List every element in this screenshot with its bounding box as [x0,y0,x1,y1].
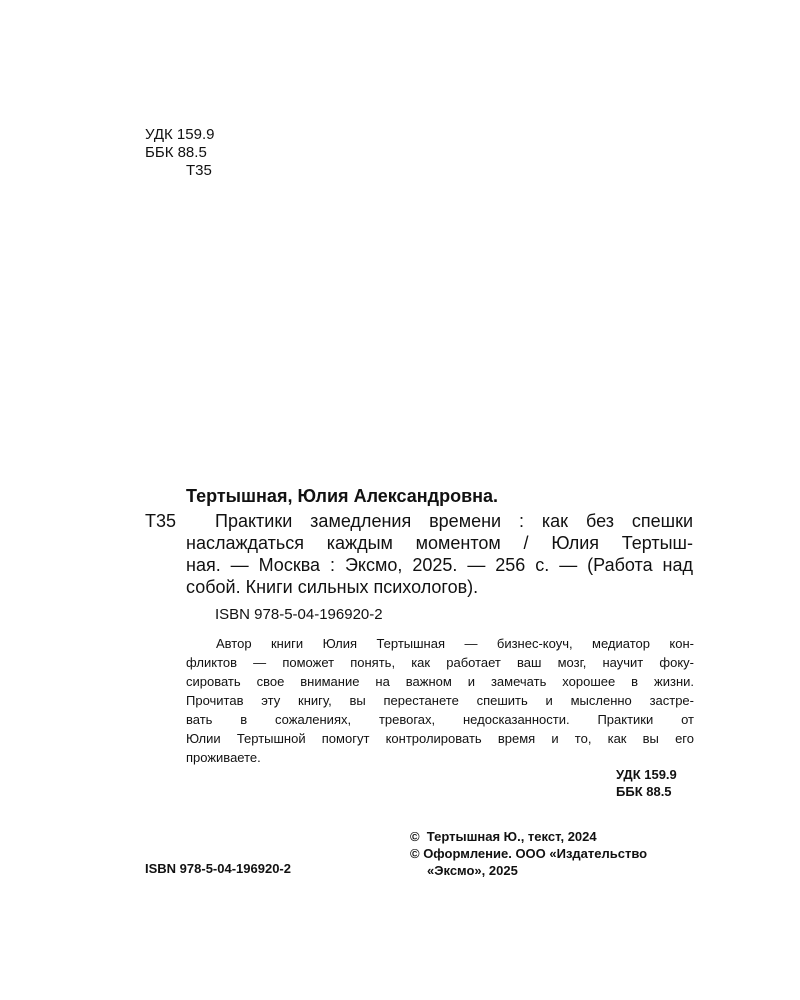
description-line: наслаждаться каждым моментом / Юлия Тертыш- [186,533,693,553]
card-author-mark: Т35 [145,511,177,531]
card-isbn: ISBN 978-5-04-196920-2 [215,606,383,623]
author-heading: Тертышная, Юлия Александровна. [186,486,499,506]
annotation-line: сировать свое внимание на важном и замечать хорошее в жизни. [186,674,694,689]
udk-code: УДК 159.9 [145,126,215,143]
description-line: собой. Книги сильных психологов). [186,577,479,597]
footer-isbn: ISBN 978-5-04-196920-2 [145,861,291,876]
copyright-line: © Тертышная Ю., текст, 2024 [410,829,597,844]
annotation-line: вать в сожалениях, тревогах, недосказанности. Практики от [186,712,694,727]
annotation-line: фликтов — поможет понять, как работает ваш мозг, научит фоку- [186,655,694,670]
bbk-code: ББК 88.5 [145,144,207,161]
card-bbk: ББК 88.5 [616,784,672,799]
copyright-line: «Эксмо», 2025 [427,863,518,878]
annotation-line: Юлии Тертышной помогут контролировать время и то, как вы его [186,731,694,746]
annotation-line: Автор книги Юлия Тертышная — бизнес-коуч, медиатор кон- [216,636,694,651]
copyright-line: © Оформление. ООО «Издательство [410,846,648,861]
description-line: Практики замедления времени : как без спешки [215,511,693,531]
description-line: ная. — Москва : Эксмо, 2025. — 256 с. — (Работа над [186,555,693,575]
annotation-line: Прочитав эту книгу, вы перестанете спешить и мысленно застре- [186,693,694,708]
card-udk: УДК 159.9 [616,767,677,782]
annotation-line: проживаете. [186,750,261,765]
author-mark: Т35 [186,162,212,179]
